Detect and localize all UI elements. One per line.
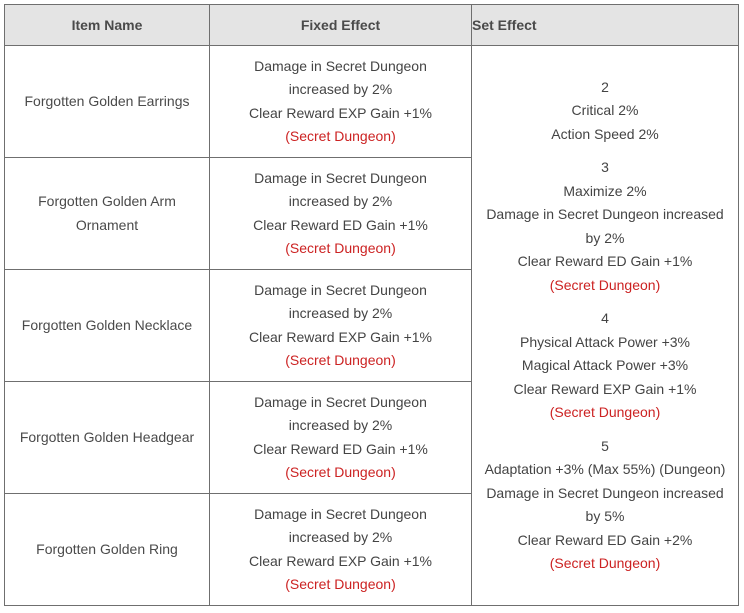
secret-dungeon-note: (Secret Dungeon) <box>285 352 396 368</box>
secret-dungeon-note: (Secret Dungeon) <box>285 240 396 256</box>
fixed-effect-line: Clear Reward EXP Gain +1% <box>249 104 432 121</box>
secret-dungeon-note: (Secret Dungeon) <box>549 276 661 293</box>
set-effect-group-3 <box>476 156 734 297</box>
set-effect-line: Adaptation +3% (Max 55%) (Dungeon) <box>484 461 726 477</box>
set-effect-line: Damage in Secret Dungeon increased <box>486 206 724 222</box>
set-effect-line: by 2% <box>585 229 625 246</box>
secret-dungeon-note: (Secret Dungeon) <box>285 464 396 480</box>
fixed-effect-line: increased by 2% <box>288 305 393 321</box>
fixed-effect-cell <box>210 382 472 494</box>
item-name-cell: Forgotten Golden Necklace <box>5 270 210 382</box>
set-effect-line: by 5% <box>585 508 625 524</box>
header-set-effect: Set Effect <box>472 5 739 46</box>
fixed-effect-line: Damage in Secret Dungeon <box>254 281 427 298</box>
fixed-effect-line: Clear Reward ED Gain +1% <box>253 440 428 457</box>
item-name-cell: Forgotten Golden Earrings <box>5 46 210 158</box>
set-piece-count: 2 <box>601 78 609 95</box>
item-name-cell: Forgotten Golden Headgear <box>5 382 210 494</box>
set-piece-count: 4 <box>601 310 609 326</box>
set-piece-count: 5 <box>601 437 609 454</box>
secret-dungeon-note: (Secret Dungeon) <box>285 128 396 144</box>
set-effect-line: Critical 2% <box>571 102 639 118</box>
set-effect-line: Damage in Secret Dungeon increased <box>486 484 724 501</box>
set-effect-group-4 <box>476 307 734 425</box>
item-name-cell: Forgotten Golden Ring <box>5 494 210 606</box>
fixed-effect-cell <box>210 46 472 158</box>
set-effect-line: Clear Reward EXP Gain +1% <box>513 380 697 397</box>
secret-dungeon-note: (Secret Dungeon) <box>549 555 661 571</box>
fixed-effect-line: Clear Reward EXP Gain +1% <box>249 552 432 569</box>
set-effect-line: Action Speed 2% <box>551 125 659 142</box>
fixed-effect-line: Damage in Secret Dungeon <box>254 505 427 522</box>
set-effect-line: Clear Reward ED Gain +2% <box>517 531 693 548</box>
secret-dungeon-note: (Secret Dungeon) <box>285 576 396 592</box>
table-row <box>5 46 739 158</box>
fixed-effect-line: increased by 2% <box>288 193 393 209</box>
fixed-effect-line: Clear Reward EXP Gain +1% <box>249 328 432 345</box>
set-effect-cell <box>472 46 739 606</box>
set-piece-count: 3 <box>601 159 609 175</box>
set-effect-line: Magical Attack Power +3% <box>521 357 689 373</box>
table-body <box>5 46 739 606</box>
fixed-effect-cell <box>210 158 472 270</box>
secret-dungeon-note: (Secret Dungeon) <box>549 404 661 420</box>
header-fixed-effect: Fixed Effect <box>210 5 472 46</box>
set-effect-group-5 <box>476 435 734 576</box>
fixed-effect-cell <box>210 270 472 382</box>
set-effect-group-2 <box>476 76 734 147</box>
set-effect-line: Clear Reward ED Gain +1% <box>517 253 693 269</box>
set-effect-line: Maximize 2% <box>563 182 647 199</box>
fixed-effect-line: increased by 2% <box>288 81 393 97</box>
set-items-table <box>4 4 739 606</box>
fixed-effect-line: Clear Reward ED Gain +1% <box>253 216 428 233</box>
item-name-cell: Forgotten Golden Arm Ornament <box>5 158 210 270</box>
header-row <box>5 5 739 46</box>
fixed-effect-line: Damage in Secret Dungeon <box>254 169 427 186</box>
fixed-effect-cell <box>210 494 472 606</box>
fixed-effect-line: increased by 2% <box>288 417 393 433</box>
fixed-effect-line: Damage in Secret Dungeon <box>254 393 427 410</box>
fixed-effect-line: increased by 2% <box>288 529 393 545</box>
header-item-name: Item Name <box>5 5 210 46</box>
set-effect-line: Physical Attack Power +3% <box>519 333 691 350</box>
fixed-effect-line: Damage in Secret Dungeon <box>254 57 427 74</box>
